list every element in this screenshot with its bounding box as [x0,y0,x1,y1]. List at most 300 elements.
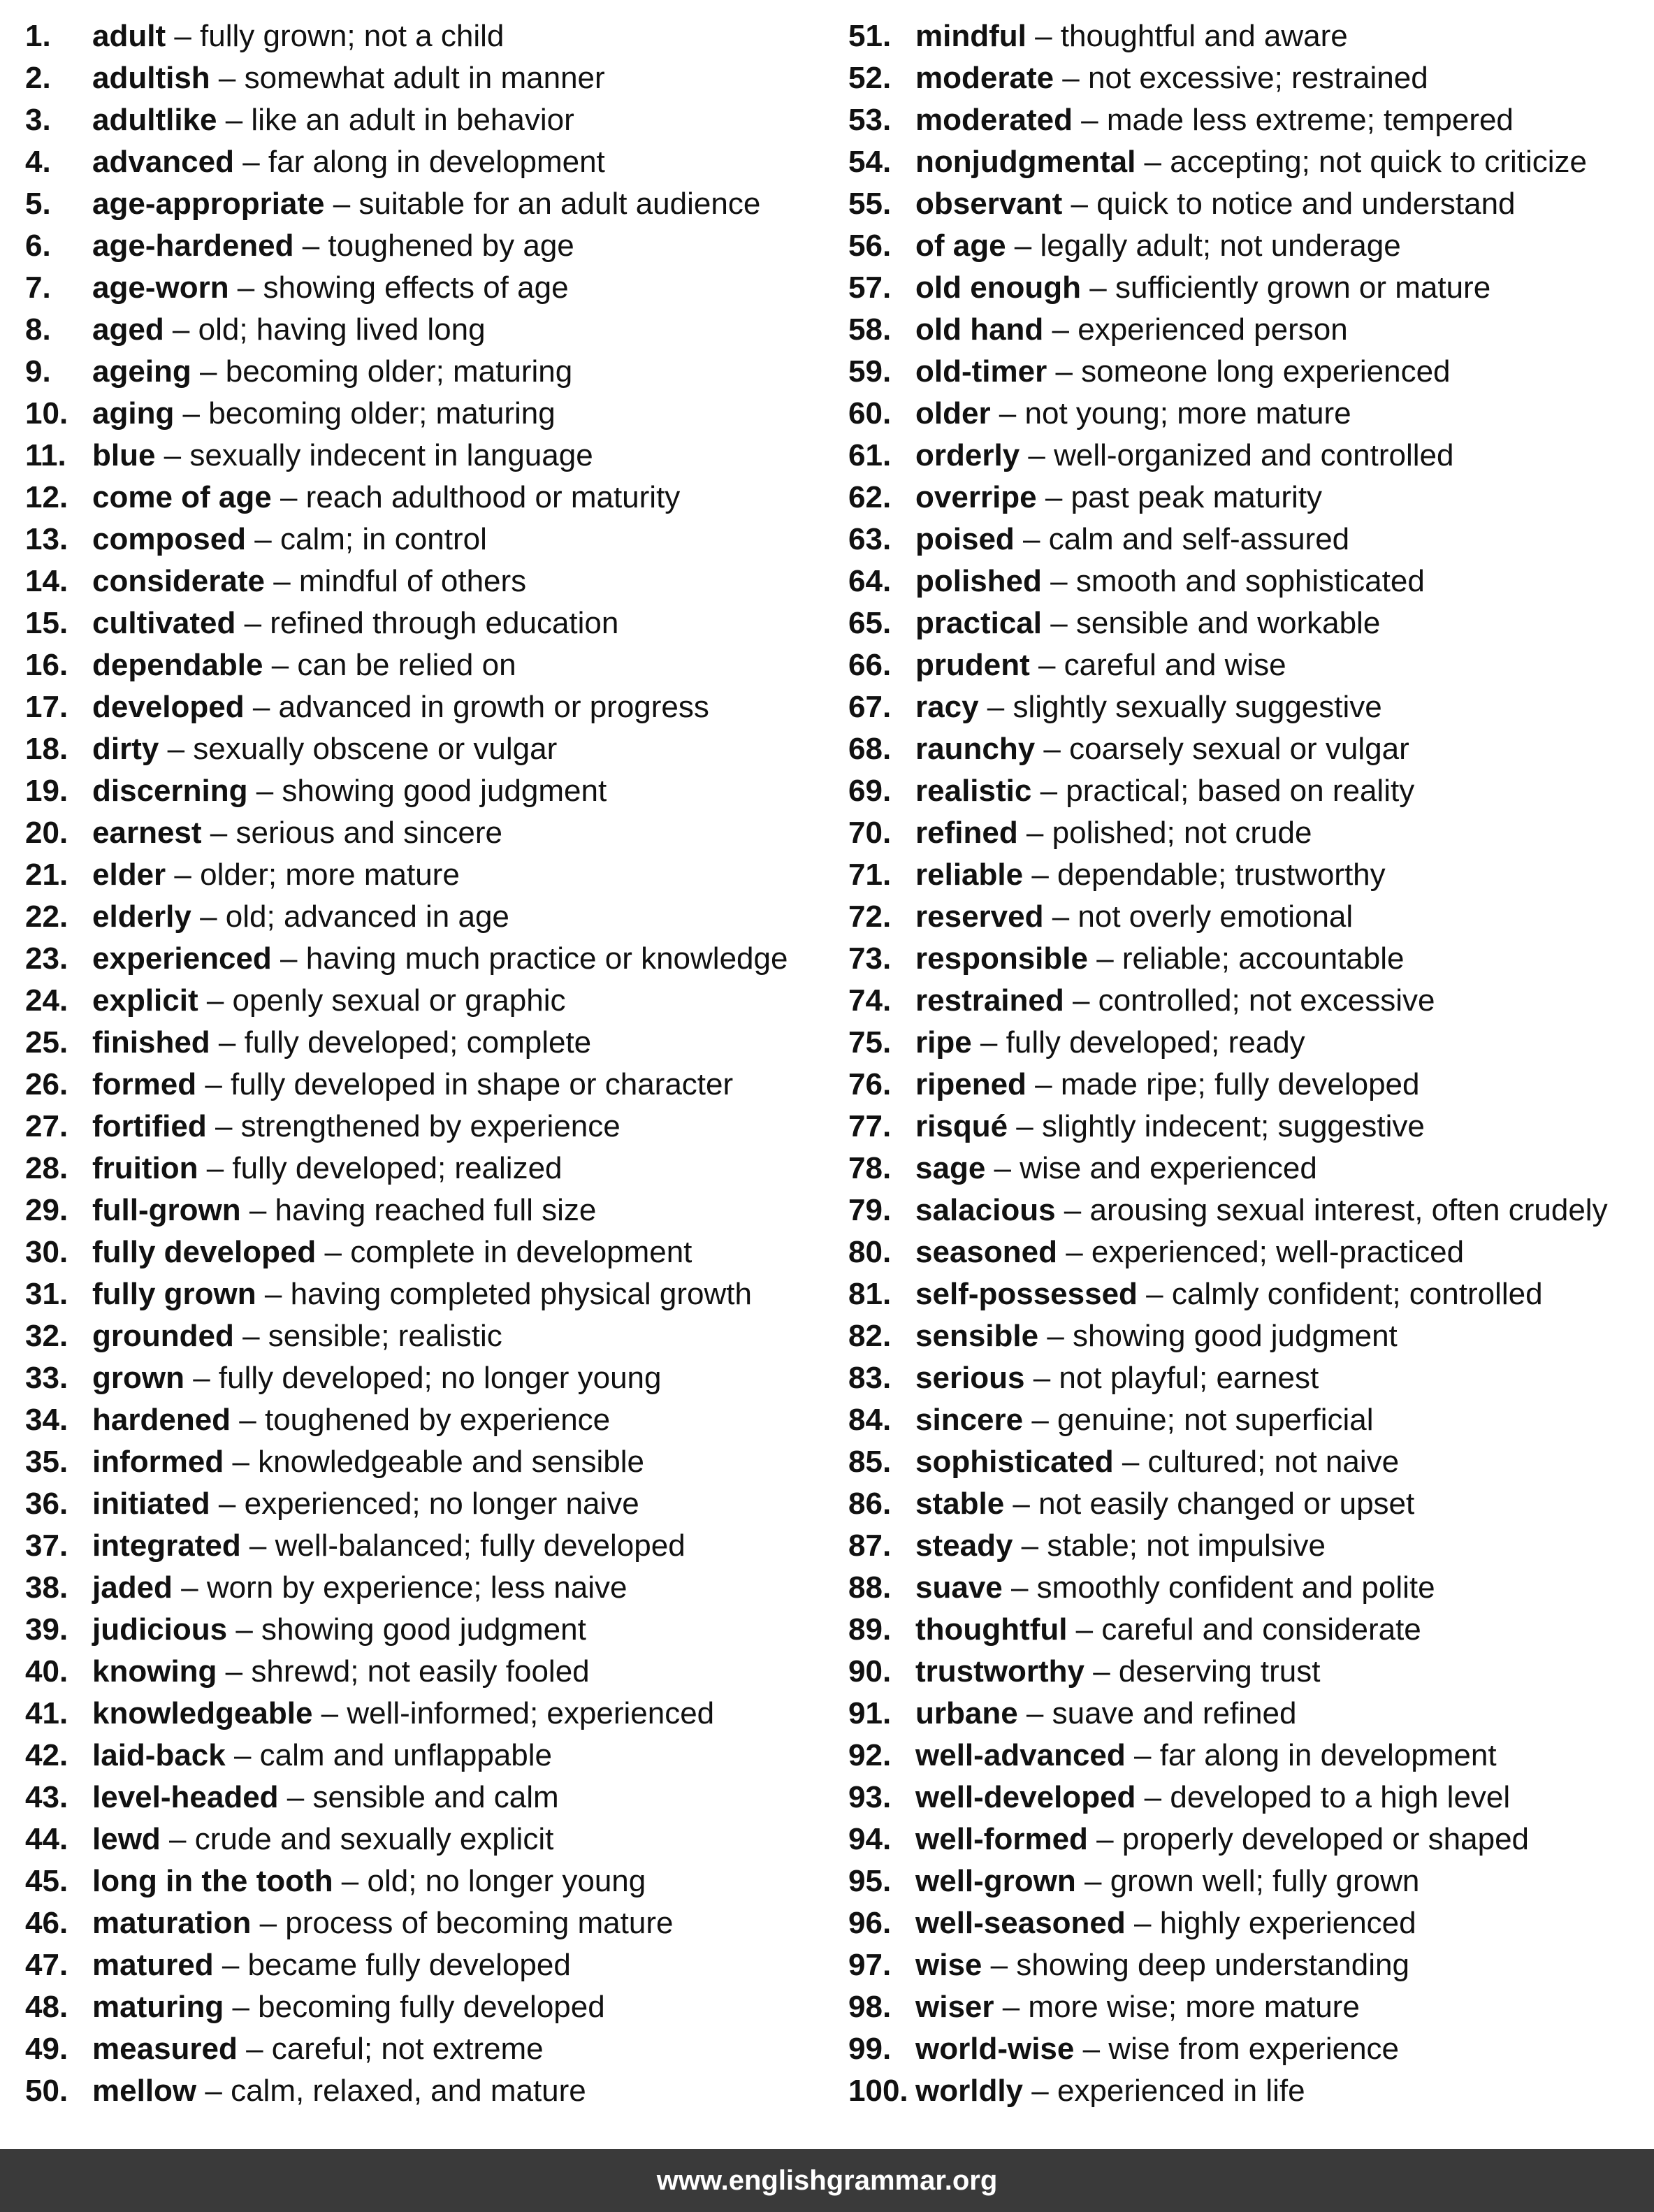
item-word: well-developed [915,1780,1136,1814]
list-item [25,1148,829,1190]
item-word: mellow [92,2074,197,2108]
list-item [25,1902,829,1944]
list-item [25,1483,829,1525]
item-word: age-hardened [92,229,294,263]
item-number: 96. [848,1906,892,1940]
item-definition: – showing good judgment [227,1612,586,1647]
item-word: maturation [92,1906,252,1940]
list-item [848,854,1652,896]
item-definition: – fully grown; not a child [166,19,505,53]
item-definition: – deserving trust [1084,1654,1321,1689]
item-number: 42. [25,1738,68,1772]
item-definition: – having much practice or knowledge [271,941,788,976]
item-definition: – made ripe; fully developed [1026,1067,1420,1101]
item-number: 48. [25,1990,68,2024]
item-definition: – slightly indecent; suggestive [1008,1109,1425,1143]
list-item [848,2028,1652,2070]
item-number: 34. [25,1403,68,1437]
item-definition: – properly developed or shaped [1087,1822,1530,1856]
item-definition: – someone long experienced [1047,354,1451,389]
item-number: 44. [25,1822,68,1856]
item-definition: – fully developed; realized [198,1151,563,1185]
item-number: 50. [25,2074,68,2108]
item-number: 33. [25,1361,68,1395]
item-number: 43. [25,1780,68,1814]
item-number: 45. [25,1864,68,1898]
item-number: 60. [848,396,892,431]
item-number: 17. [25,690,68,724]
item-word: age-appropriate [92,187,325,221]
item-definition: – coarsely sexual or vulgar [1035,732,1409,766]
list-item [848,1231,1652,1273]
item-number: 36. [25,1487,68,1521]
item-word: formed [92,1067,197,1101]
item-definition: – can be relied on [263,648,516,682]
item-word: hardened [92,1403,231,1437]
item-number: 2. [25,61,51,95]
list-item [848,1986,1652,2028]
item-definition: – reach adulthood or maturity [271,480,681,514]
item-word: restrained [915,983,1064,1018]
item-word: overripe [915,480,1037,514]
list-item [848,1148,1652,1190]
list-item [848,1357,1652,1399]
item-word: long in the tooth [92,1864,333,1898]
item-number: 7. [25,270,51,305]
item-number: 32. [25,1319,68,1353]
list-item [25,1106,829,1148]
item-number: 69. [848,774,892,808]
word-list-right-column [848,15,1652,2112]
item-definition: – worn by experience; less naive [172,1570,627,1605]
item-word: of age [915,229,1006,263]
item-definition: – advanced in growth or progress [244,690,709,724]
item-number: 28. [25,1151,68,1185]
list-item [25,1609,829,1651]
item-number: 83. [848,1361,892,1395]
item-definition: – fully developed; no longer young [184,1361,662,1395]
item-word: salacious [915,1193,1056,1227]
item-number: 11. [25,438,66,472]
item-word: discerning [92,774,248,808]
list-item [25,1777,829,1819]
list-item [25,854,829,896]
item-number: 88. [848,1570,892,1605]
item-number: 53. [848,103,892,137]
list-item [848,1651,1652,1693]
item-number: 56. [848,229,892,263]
item-word: ripened [915,1067,1027,1101]
item-definition: – showing effects of age [228,270,569,305]
item-word: suave [915,1570,1003,1605]
item-word: developed [92,690,245,724]
list-item [25,1986,829,2028]
item-word: realistic [915,774,1032,808]
item-number: 9. [25,354,51,389]
item-number: 68. [848,732,892,766]
list-item [848,602,1652,644]
list-item [848,896,1652,938]
item-word: informed [92,1445,224,1479]
item-number: 78. [848,1151,892,1185]
list-item [848,1064,1652,1106]
item-definition: – showing good judgment [1038,1319,1398,1353]
item-definition: – far along in development [1125,1738,1497,1772]
item-definition: – sexually indecent in language [155,438,593,472]
item-definition: – showing good judgment [247,774,607,808]
item-word: fortified [92,1109,207,1143]
list-item [848,561,1652,602]
item-number: 4. [25,145,51,179]
list-item [848,393,1652,435]
item-word: come of age [92,480,272,514]
item-number: 90. [848,1654,892,1689]
list-item [25,309,829,351]
item-word: world-wise [915,2032,1075,2066]
item-definition: – crude and sexually explicit [160,1822,554,1856]
item-word: well-advanced [915,1738,1126,1772]
list-item [25,770,829,812]
item-word: knowing [92,1654,217,1689]
list-item [848,1693,1652,1735]
item-word: dependable [92,648,263,682]
list-item [848,812,1652,854]
item-word: ageing [92,354,191,389]
item-definition: – reliable; accountable [1087,941,1405,976]
item-number: 47. [25,1948,68,1982]
item-number: 38. [25,1570,68,1605]
item-word: jaded [92,1570,173,1605]
item-definition: – careful and wise [1029,648,1286,682]
item-number: 46. [25,1906,68,1940]
item-definition: – careful; not extreme [237,2032,544,2066]
item-number: 40. [25,1654,68,1689]
item-number: 62. [848,480,892,514]
item-number: 95. [848,1864,892,1898]
list-item [848,351,1652,393]
item-definition: – not easily changed or upset [1004,1487,1415,1521]
item-definition: – smoothly confident and polite [1002,1570,1435,1605]
list-item [848,99,1652,141]
item-definition: – wise from experience [1074,2032,1400,2066]
item-number: 63. [848,522,892,556]
list-item [848,1190,1652,1231]
list-item [25,477,829,519]
list-item [25,225,829,267]
list-item [25,1651,829,1693]
item-number: 55. [848,187,892,221]
item-word: old enough [915,270,1082,305]
item-definition: – past peak maturity [1036,480,1323,514]
item-definition: – grown well; fully grown [1075,1864,1420,1898]
list-item [848,1106,1652,1148]
item-word: racy [915,690,979,724]
item-definition: – stable; not impulsive [1013,1528,1326,1563]
item-word: full-grown [92,1193,241,1227]
item-number: 21. [25,858,68,892]
list-item [25,1315,829,1357]
item-word: mindful [915,19,1027,53]
item-number: 89. [848,1612,892,1647]
item-number: 80. [848,1235,892,1269]
list-item [848,1609,1652,1651]
item-number: 26. [25,1067,68,1101]
item-definition: – not overly emotional [1043,899,1354,934]
item-definition: – having completed physical growth [256,1277,752,1311]
list-item [25,519,829,561]
list-item [25,1064,829,1106]
item-definition: – process of becoming mature [251,1906,674,1940]
list-item [25,15,829,57]
item-number: 8. [25,312,51,347]
item-number: 74. [848,983,892,1018]
item-number: 13. [25,522,68,556]
item-definition: – polished; not crude [1017,816,1312,850]
item-definition: – wise and experienced [985,1151,1317,1185]
item-number: 5. [25,187,51,221]
item-number: 58. [848,312,892,347]
list-item [25,267,829,309]
item-definition: – knowledgeable and sensible [224,1445,645,1479]
list-item [25,1190,829,1231]
item-word: sincere [915,1403,1024,1437]
item-word: raunchy [915,732,1036,766]
list-item [25,435,829,477]
item-word: adultlike [92,103,217,137]
list-item [848,15,1652,57]
footer-bar [0,2149,1654,2212]
item-number: 25. [25,1025,68,1060]
item-definition: – sufficiently grown or mature [1081,270,1491,305]
item-word: thoughtful [915,1612,1068,1647]
item-definition: – old; no longer young [333,1864,646,1898]
item-definition: – shrewd; not easily fooled [217,1654,590,1689]
item-definition: – somewhat adult in manner [210,61,605,95]
item-definition: – experienced; no longer naive [210,1487,639,1521]
item-number: 85. [848,1445,892,1479]
item-word: old hand [915,312,1044,347]
item-definition: – calmly confident; controlled [1137,1277,1543,1311]
item-number: 39. [25,1612,68,1647]
item-definition: – highly experienced [1125,1906,1416,1940]
list-item [25,1022,829,1064]
item-number: 12. [25,480,68,514]
item-word: aged [92,312,164,347]
list-item [848,1819,1652,1860]
item-definition: – well-balanced; fully developed [240,1528,685,1563]
list-item [25,2028,829,2070]
item-definition: – not playful; earnest [1024,1361,1319,1395]
item-word: nonjudgmental [915,145,1136,179]
item-definition: – strengthened by experience [206,1109,621,1143]
list-item [848,1735,1652,1777]
item-definition: – fully developed; complete [210,1025,592,1060]
item-number: 66. [848,648,892,682]
list-item [25,99,829,141]
list-item [848,57,1652,99]
item-number: 94. [848,1822,892,1856]
item-definition: – well-organized and controlled [1020,438,1454,472]
list-item [848,1315,1652,1357]
item-word: lewd [92,1822,161,1856]
item-word: composed [92,522,247,556]
item-number: 15. [25,606,68,640]
list-item [25,728,829,770]
item-definition: – made less extreme; tempered [1072,103,1514,137]
item-number: 65. [848,606,892,640]
item-number: 64. [848,564,892,598]
item-number: 87. [848,1528,892,1563]
item-number: 100. [848,2074,908,2108]
item-definition: – showing deep understanding [982,1948,1409,1982]
item-definition: – experienced in life [1023,2074,1305,2108]
item-number: 75. [848,1025,892,1060]
list-item [25,1441,829,1483]
item-definition: – calm; in control [246,522,487,556]
item-definition: – more wise; more mature [994,1990,1360,2024]
item-definition: – fully developed; ready [971,1025,1305,1060]
item-number: 37. [25,1528,68,1563]
list-item [848,770,1652,812]
item-definition: – sensible and calm [278,1780,559,1814]
item-word: wiser [915,1990,994,2024]
item-number: 10. [25,396,68,431]
item-word: stable [915,1487,1005,1521]
list-item [25,980,829,1022]
item-definition: – accepting; not quick to criticize [1136,145,1587,179]
item-word: age-worn [92,270,229,305]
item-number: 59. [848,354,892,389]
item-definition: – toughened by age [293,229,574,263]
list-item [848,141,1652,183]
item-word: steady [915,1528,1013,1563]
item-number: 72. [848,899,892,934]
list-item [848,980,1652,1022]
item-word: older [915,396,991,431]
item-word: integrated [92,1528,241,1563]
item-word: grounded [92,1319,234,1353]
list-item [25,644,829,686]
item-word: responsible [915,941,1088,976]
item-definition: – complete in development [316,1235,692,1269]
item-number: 70. [848,816,892,850]
item-definition: – cultured; not naive [1113,1445,1400,1479]
item-number: 24. [25,983,68,1018]
list-item [848,2070,1652,2112]
item-word: worldly [915,2074,1024,2108]
list-item [848,183,1652,225]
item-definition: – suave and refined [1017,1696,1297,1730]
list-item [25,1735,829,1777]
item-number: 29. [25,1193,68,1227]
item-number: 22. [25,899,68,934]
list-item [848,728,1652,770]
item-word: trustworthy [915,1654,1084,1689]
list-item [25,141,829,183]
item-number: 49. [25,2032,68,2066]
item-definition: – smooth and sophisticated [1041,564,1425,598]
item-number: 61. [848,438,892,472]
item-word: reliable [915,858,1024,892]
item-number: 18. [25,732,68,766]
item-number: 6. [25,229,51,263]
item-number: 35. [25,1445,68,1479]
item-number: 14. [25,564,68,598]
item-number: 31. [25,1277,68,1311]
item-word: prudent [915,648,1030,682]
item-word: earnest [92,816,202,850]
list-item [848,1022,1652,1064]
item-word: practical [915,606,1042,640]
item-number: 93. [848,1780,892,1814]
item-definition: – practical; based on reality [1031,774,1415,808]
item-word: refined [915,816,1018,850]
item-number: 77. [848,1109,892,1143]
item-definition: – suitable for an adult audience [324,187,761,221]
item-number: 71. [848,858,892,892]
item-definition: – toughened by experience [231,1403,611,1437]
list-item [25,1567,829,1609]
list-item [848,1525,1652,1567]
item-definition: – calm and unflappable [225,1738,552,1772]
item-word: explicit [92,983,198,1018]
list-item [848,644,1652,686]
item-word: well-formed [915,1822,1088,1856]
item-definition: – careful and considerate [1067,1612,1421,1647]
item-word: maturing [92,1990,224,2024]
item-word: moderated [915,103,1073,137]
item-word: sensible [915,1319,1039,1353]
item-word: sage [915,1151,986,1185]
list-item [25,1693,829,1735]
item-number: 54. [848,145,892,179]
item-word: self-possessed [915,1277,1138,1311]
item-number: 51. [848,19,892,53]
item-number: 19. [25,774,68,808]
list-item [848,1777,1652,1819]
item-number: 1. [25,19,51,53]
item-word: serious [915,1361,1025,1395]
footer-url: www.englishgrammar.org [656,2165,998,2196]
item-word: fully grown [92,1277,256,1311]
item-definition: – legally adult; not underage [1006,229,1401,263]
item-definition: – well-informed; experienced [312,1696,715,1730]
list-item [848,1273,1652,1315]
item-definition: – slightly sexually suggestive [978,690,1382,724]
item-definition: – refined through education [235,606,619,640]
item-definition: – becoming older; maturing [174,396,556,431]
item-word: well-grown [915,1864,1076,1898]
list-item [25,1357,829,1399]
list-item [848,1483,1652,1525]
item-definition: – experienced person [1043,312,1348,347]
item-word: ripe [915,1025,972,1060]
item-number: 16. [25,648,68,682]
list-item [848,519,1652,561]
item-definition: – dependable; trustworthy [1023,858,1386,892]
item-word: laid-back [92,1738,226,1772]
list-item [25,1819,829,1860]
list-item [25,1273,829,1315]
item-definition: – sexually obscene or vulgar [159,732,558,766]
item-word: finished [92,1025,210,1060]
item-definition: – old; having lived long [164,312,486,347]
list-item [25,183,829,225]
item-definition: – calm, relaxed, and mature [196,2074,586,2108]
item-word: aging [92,396,175,431]
item-definition: – developed to a high level [1136,1780,1511,1814]
item-word: elder [92,858,166,892]
